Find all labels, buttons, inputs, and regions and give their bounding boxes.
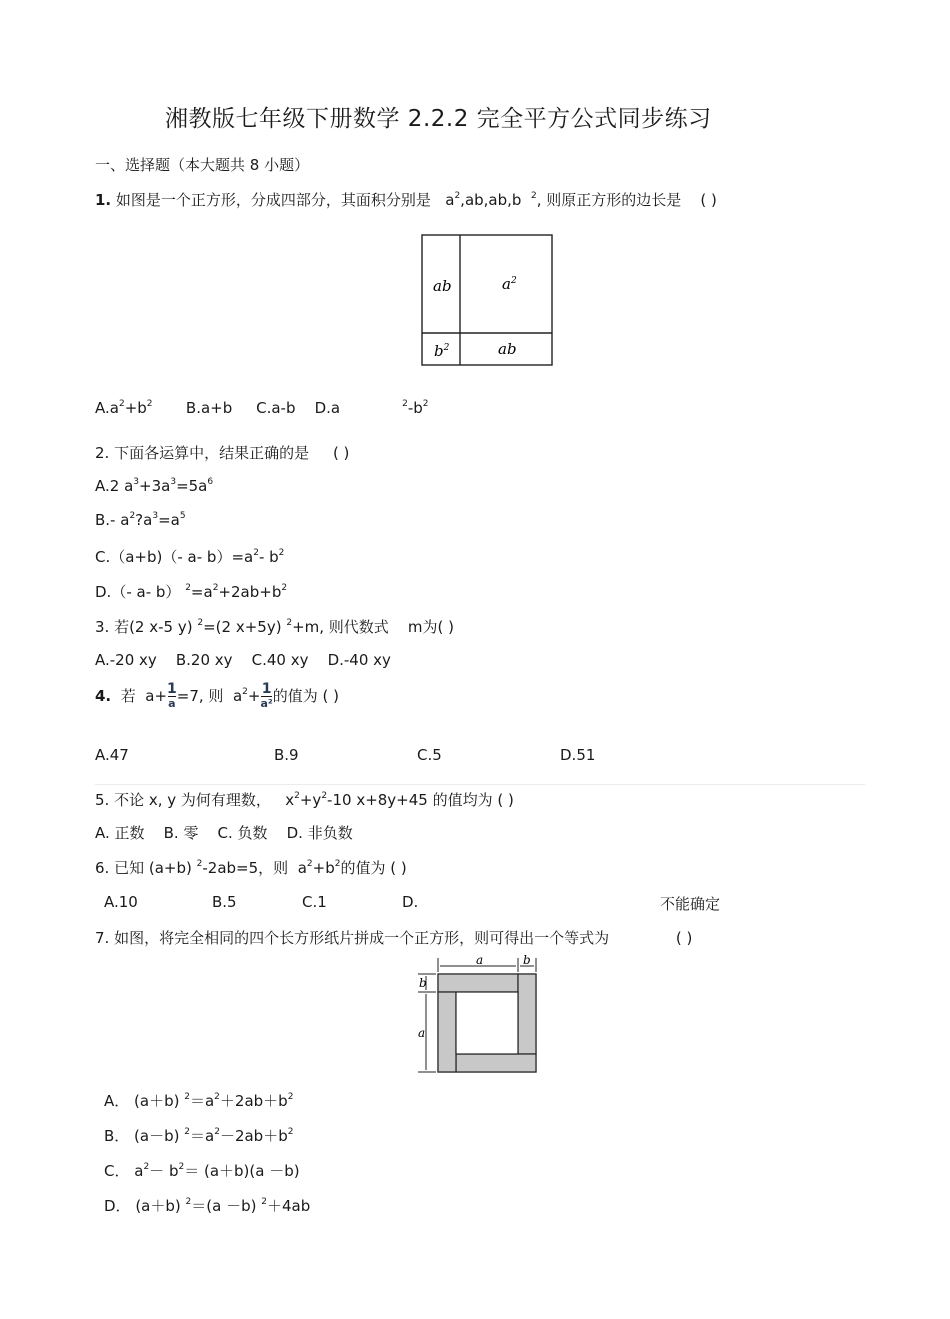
q7-option-c: C． $a^2- b^2= (a+b)(a -b)$	[104, 1162, 300, 1180]
option-d: D.a $^2-b^2$	[314, 399, 429, 417]
label-ab-left: ab	[433, 277, 452, 295]
label-b-top: b	[523, 954, 531, 967]
q2-option-c: C.（a+b)（- a- $b)=a^2-$ $b^2$	[95, 548, 285, 566]
label-b-left: b	[419, 976, 427, 990]
q2-option-b: B.- $a^2?a^3=a^5$	[95, 511, 186, 529]
question-3: 3. 若(2 x-5 y) $^2$=(2 x+5y) $^2$+m, 则代数式 m为( )	[95, 618, 454, 636]
q7-option-d: D． (a＋b) $^2$＝(a －b) $^2$＋4ab	[104, 1197, 311, 1215]
option-a: $A.a^2+b^2$	[95, 399, 153, 417]
option-b: B.a+b	[185, 399, 233, 417]
section-heading: 一、选择题（本大题共 8 小题）	[95, 156, 310, 174]
question-5: 5. 不论 x, y 为何有理数， $x^2+y^2-10$ x+8y+45 的值均为 ( )	[95, 791, 514, 809]
inner-square	[456, 992, 518, 1054]
label-a-squared: $a^2$	[502, 275, 517, 293]
rectangle-right	[518, 974, 536, 1054]
q6-option-c: C.1	[302, 893, 327, 911]
q4-option-c: C.5	[417, 746, 442, 764]
fraction-one-over-a: $\frac{1}{a}$	[167, 681, 177, 710]
label-a-top: a	[476, 954, 484, 967]
q4-option-a: A.47	[95, 746, 129, 764]
q6-option-d: D.	[402, 893, 419, 911]
four-rectangles-figure	[414, 954, 540, 1076]
option-d: D.-40 xy	[327, 651, 391, 669]
q4-option-b: B.9	[274, 746, 299, 764]
square-area-figure	[420, 233, 556, 369]
label-b-squared: $b^2$	[434, 342, 450, 360]
q5-options	[95, 822, 353, 843]
question-number: 1.	[95, 191, 112, 209]
answer-paren: ( )	[700, 191, 717, 209]
option-c: C. 负数	[217, 824, 268, 842]
question-4: 4. 若 a+ $\frac{1}{a}$ =7, 则 $a^2+$ $\frac{1}{\text{a²}}$ 的值为 ( )	[95, 681, 339, 710]
option-b: B.20 xy	[175, 651, 233, 669]
rectangle-bottom	[456, 1054, 536, 1072]
question-6: 6. 已知 (a+b) $^2$-2ab=5，则 $a^2+b^2$的值为 ( )	[95, 859, 407, 877]
answer-paren: ( )	[332, 444, 350, 462]
question-text: 如图是一个正方形，分成四部分，其面积分别是	[115, 191, 431, 209]
question-text: ,ab,ab,b	[460, 191, 522, 209]
question-text: , 则原正方形的边长是	[536, 191, 682, 209]
option-d: D. 非负数	[286, 824, 353, 842]
option-c: C.a-b	[256, 399, 296, 417]
label-ab-bottom: ab	[498, 340, 517, 358]
label-a-left: a	[418, 1026, 426, 1040]
option-a: A.-20 xy	[95, 651, 157, 669]
q1-options	[95, 399, 428, 417]
question-2	[95, 442, 349, 463]
q6-option-b: B.5	[212, 893, 237, 911]
option-b: B. 零	[163, 824, 199, 842]
page-title: 湘教版七年级下册数学 2.2.2 完全平方公式同步练习	[165, 106, 712, 132]
q7-option-b: B． (a－b) $^2=a^2-2ab+b^2$	[104, 1127, 294, 1145]
question-7: 7. 如图，将完全相同的四个长方形纸片拼成一个正方形，则可得出一个等式为 ( )	[95, 929, 693, 947]
option-c: C.40 xy	[251, 651, 309, 669]
divider	[95, 784, 865, 785]
q7-option-a: A． (a＋b) $^2=a^2+2ab+b^2$	[104, 1092, 294, 1110]
fraction-one-over-a-squared: $\frac{1}{\text{a²}}$	[260, 681, 273, 710]
rectangle-left	[438, 992, 456, 1072]
question-text: 2. 下面各运算中，结果正确的是	[95, 444, 310, 462]
q6-option-a: A.10	[104, 893, 138, 911]
option-a: A. 正数	[95, 824, 145, 842]
q2-option-d: D.（- a- b） $^2=a^2+2ab+b^2$	[95, 583, 288, 601]
q3-options	[95, 651, 391, 669]
q6-option-d-text: 不能确定	[660, 895, 721, 913]
question-1: 1. 如图是一个正方形，分成四部分，其面积分别是 $a^2,ab,ab,b$ $^2$, 则原正方形的边长是 ( )	[95, 191, 717, 209]
q4-option-d: D.51	[560, 746, 596, 764]
rectangle-top	[438, 974, 518, 992]
q2-option-a: A.2 $a^3+3a^3=5a^6$	[95, 477, 214, 495]
